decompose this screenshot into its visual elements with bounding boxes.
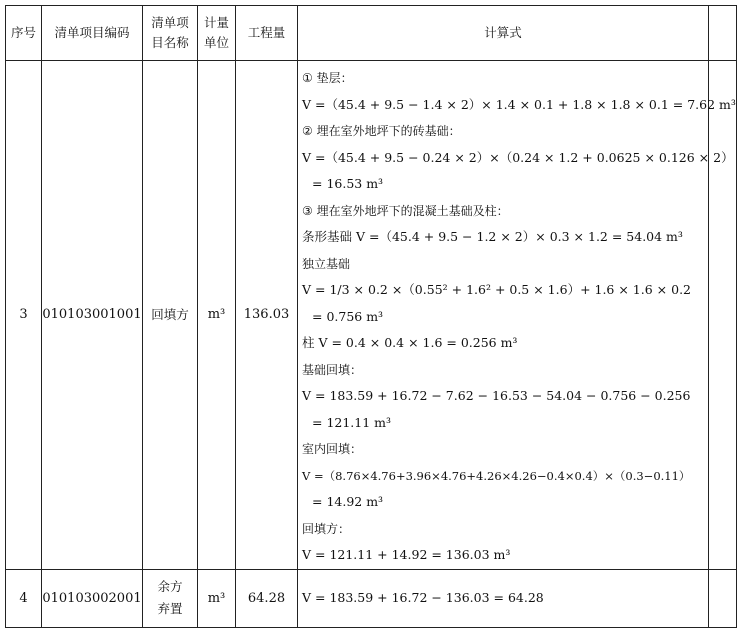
row-unit: m³ — [198, 61, 236, 570]
row-code: 010103001001 — [42, 61, 143, 570]
row-name-line: 回填方 — [151, 306, 189, 322]
formula-line: 基础回填： — [302, 362, 363, 377]
formula-line: ② 埋在室外地坪下的砖基础： — [302, 124, 461, 138]
formula-line: V =（45.4 + 9.5 − 1.4 × 2）× 1.4 × 0.1 + 1.8 × 1.8 × 0.1 = 7.62 m³ — [302, 96, 736, 112]
formula-line: 独立基础 — [302, 256, 351, 271]
formula-line: V = 1/3 × 0.2 ×（0.55² + 1.6² + 0.5 × 1.6）+ 1.6 × 1.6 × 0.2 — [302, 282, 691, 297]
header-index: 序号 — [6, 6, 42, 61]
row-name-line: 余方 — [157, 579, 183, 594]
formula-line: V = 183.59 + 16.72 − 136.03 = 64.28 — [302, 589, 544, 605]
formula-line: = 0.756 m³ — [312, 308, 384, 324]
header-code: 清单项目编码 — [42, 6, 143, 61]
row-name-line: 弃置 — [157, 601, 183, 616]
formula-line: = 16.53 m³ — [312, 176, 384, 191]
row-extra — [709, 61, 737, 570]
formula-line: = 121.11 m³ — [312, 414, 392, 430]
formula-line: 室内回填： — [302, 442, 363, 456]
table-row — [6, 61, 737, 570]
row-name — [143, 569, 198, 627]
bill-of-quantities-table — [5, 5, 737, 628]
formula-line: 柱 V = 0.4 × 0.4 × 1.6 = 0.256 m³ — [302, 335, 518, 350]
formula-line: V = 121.11 + 14.92 = 136.03 m³ — [302, 547, 511, 562]
formula-line: V = 183.59 + 16.72 − 7.62 − 16.53 − 54.04 − 0.756 − 0.256 — [302, 388, 691, 403]
formula-line: V =（8.76×4.76+3.96×4.76+4.26×4.26−0.4×0.4）×（0.3−0.11） — [302, 468, 691, 483]
row-code: 010103002001 — [42, 569, 143, 627]
header-unit — [198, 6, 236, 61]
row-formula — [298, 61, 736, 570]
header-name-line-2: 目名称 — [151, 35, 189, 50]
row-quantity: 64.28 — [236, 569, 298, 627]
row-quantity: 136.03 — [236, 61, 298, 570]
row-index: 3 — [6, 61, 42, 570]
header-quantity: 工程量 — [236, 6, 298, 61]
row-unit: m³ — [198, 569, 236, 627]
header-unit-line-1: 计量 — [203, 15, 229, 30]
header-name-line-1: 清单项 — [151, 15, 189, 30]
row-extra — [709, 569, 737, 627]
formula-line: ③ 埋在室外地坪下的混凝土基础及柱： — [302, 203, 509, 218]
row-name — [143, 61, 198, 570]
header-row — [6, 6, 737, 61]
header-unit-line-2: 单位 — [203, 35, 229, 50]
header-formula: 计算式 — [298, 6, 709, 61]
formula-line: 回填方： — [302, 521, 351, 536]
formula-line: ① 垫层： — [302, 71, 353, 85]
header-extra — [709, 6, 737, 61]
table-row — [6, 569, 737, 627]
formula-line: 条形基础 V =（45.4 + 9.5 − 1.2 × 2）× 0.3 × 1.2 = 54.04 m³ — [302, 229, 683, 244]
row-formula — [298, 569, 709, 627]
row-index: 4 — [6, 569, 42, 627]
formula-line: = 14.92 m³ — [312, 494, 384, 509]
header-name — [143, 6, 198, 61]
formula-line: V =（45.4 + 9.5 − 0.24 × 2）×（0.24 × 1.2 + 0.0625 × 0.126 × 2） — [302, 149, 734, 165]
